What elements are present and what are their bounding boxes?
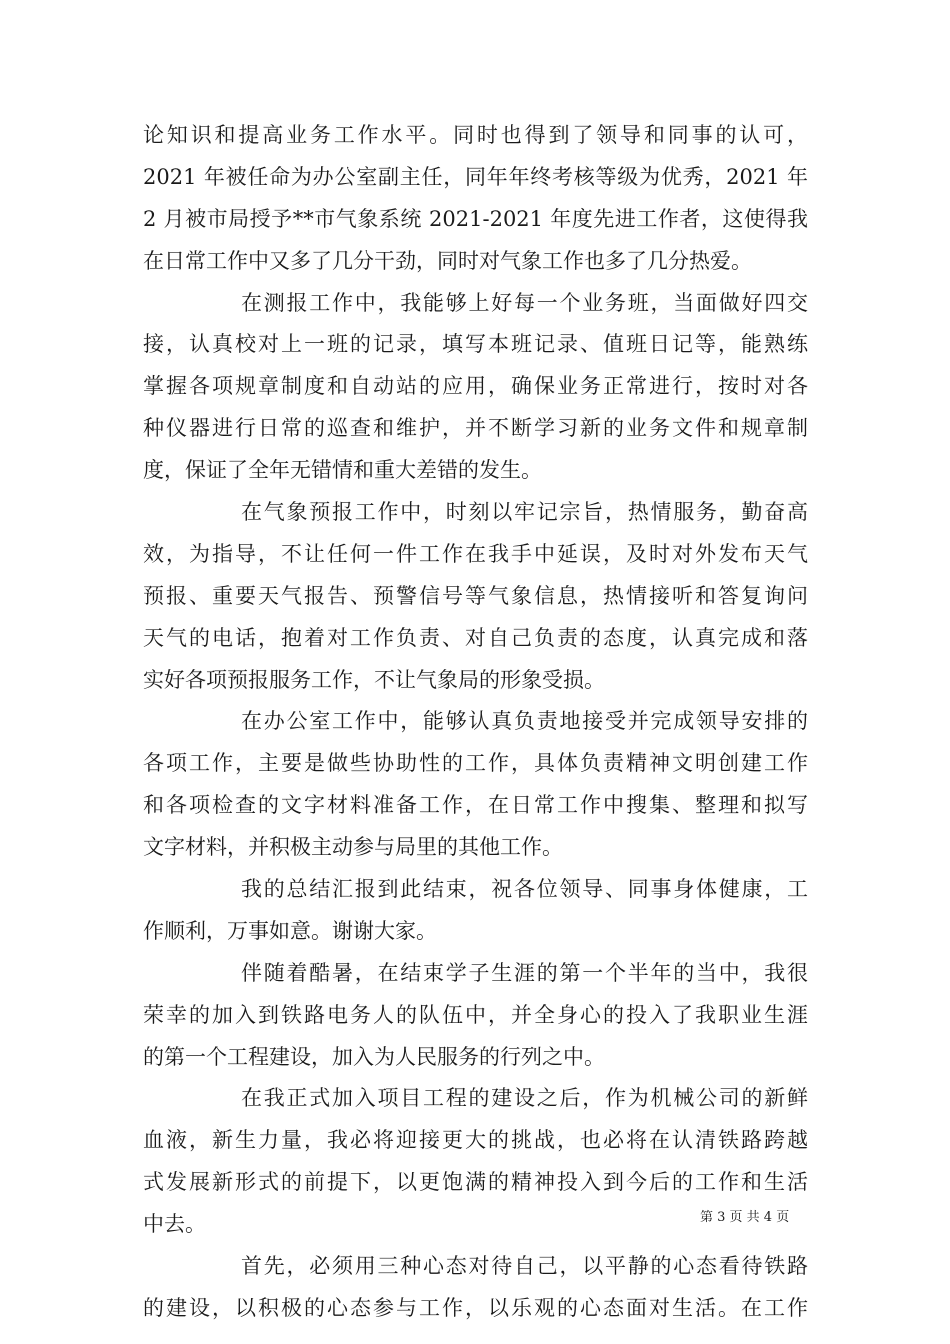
text-line: 首先，必须用三种心态对待自己，以平静的心态看待铁路 (241, 1254, 808, 1279)
text-line: 效，为指导，不让任何一件工作在我手中延误，及时对外发布天气 (143, 541, 808, 566)
text-line: 在测报工作中，我能够上好每一个业务班，当面做好四交 (241, 290, 808, 315)
text-line: 在气象预报工作中，时刻以牢记宗旨，热情服务，勤奋高 (241, 500, 808, 525)
text-line: 荣幸的加入到铁路电务人的队伍中，并全身心的投入了我职业生涯 (143, 1002, 808, 1027)
text-line: 2021 年被任命为办公室副主任，同年年终考核等级为优秀，2021 年 (143, 164, 808, 189)
text-line: 作顺利，万事如意。谢谢大家。 (143, 918, 437, 943)
text-line: 和各项检查的文字材料准备工作，在日常工作中搜集、整理和拟写 (143, 793, 808, 818)
text-line: 我的总结汇报到此结束，祝各位领导、同事身体健康，工 (241, 877, 808, 902)
text-line: 各项工作，主要是做些协助性的工作，具体负责精神文明创建工作 (143, 751, 808, 776)
text-line: 在我正式加入项目工程的建设之后，作为机械公司的新鲜 (241, 1086, 808, 1111)
text-line: 在办公室工作中，能够认真负责地接受并完成领导安排的 (241, 709, 808, 734)
text-line: 的建设，以积极的心态参与工作，以乐观的心态面对生活。在工作 (143, 1295, 808, 1320)
document-body (143, 115, 808, 1330)
text-line: 2 月被市局授予**市气象系统 2021-2021 年度先进工作者，这使得我 (143, 206, 808, 231)
text-line: 血液，新生力量，我必将迎接更大的挑战，也必将在认清铁路跨越 (143, 1128, 808, 1153)
text-line: 预报、重要天气报告、预警信号等气象信息，热情接听和答复询问 (143, 583, 808, 608)
text-line: 中去。 (143, 1212, 206, 1237)
text-line: 在日常工作中又多了几分干劲，同时对气象工作也多了几分热爱。 (143, 248, 752, 273)
text-line: 天气的电话，抱着对工作负责、对自己负责的态度，认真完成和落 (143, 625, 808, 650)
text-line: 度，保证了全年无错情和重大差错的发生。 (143, 458, 542, 483)
text-line: 文字材料，并积极主动参与局里的其他工作。 (143, 835, 563, 860)
text-line: 掌握各项规章制度和自动站的应用，确保业务正常进行，按时对各 (143, 374, 808, 399)
text-line: 的第一个工程建设，加入为人民服务的行列之中。 (143, 1044, 605, 1069)
text-line: 论知识和提高业务工作水平。同时也得到了领导和同事的认可， (143, 123, 808, 147)
text-line: 实好各项预报服务工作，不让气象局的形象受损。 (143, 667, 605, 692)
text-line: 式发展新形式的前提下，以更饱满的精神投入到今后的工作和生活 (143, 1170, 808, 1195)
text-line: 种仪器进行日常的巡查和维护，并不断学习新的业务文件和规章制 (143, 416, 808, 441)
text-line: 接，认真校对上一班的记录，填写本班记录、值班日记等，能熟练 (143, 332, 808, 357)
page-number-footer: 第 3 页 共 4 页 (700, 1210, 790, 1225)
text-line: 伴随着酷暑，在结束学子生涯的第一个半年的当中，我很 (241, 960, 808, 985)
